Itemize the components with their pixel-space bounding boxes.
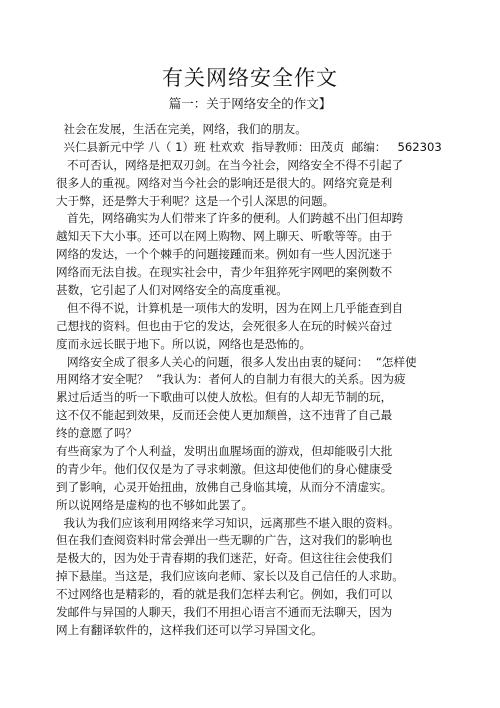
body-line: 所以说网络是虚构的也不够如此罢了。 <box>56 497 254 512</box>
body-line: 但在我们查阅资料时常会弹出一些无聊的广告，这对我们的影响也 <box>56 533 393 548</box>
body-line: 掉下悬崖。当这是，我们应该向老师、家长以及自己信任的人求助。 <box>56 569 404 584</box>
body-line: 大于弊，还是弊大于利呢？这是一个引人深思的问题。 <box>56 193 335 208</box>
body-line: 首先，网络确实为人们带来了许多的便利。人们跨越不出门但却跨 <box>56 211 404 226</box>
body-line: 我认为我们应该利用网络来学习知识，远离那些不堪入眼的资料。 <box>56 515 400 530</box>
body-line: 到了影响，心灵开始扭曲，放佛自己身临其境，从而分不清虚实。 <box>56 479 393 494</box>
body-line: 网上有翻译软件的，这样我们还可以学习异国文化。 <box>56 622 323 637</box>
body-line: 不可否认，网络是把双刃剑。在当今社会，网络安全不得不引起了 <box>56 157 404 172</box>
body-line: 的青少年。他们仅仅是为了寻求刺激。但这却使他们的身心健康受 <box>56 461 393 476</box>
document-title: 有关网络安全作文 <box>162 66 338 90</box>
body-line: 不过网络也是精彩的，看的就是我们怎样去利它。例如，我们可以 <box>56 587 393 602</box>
body-line: 社会在发展，生活在完美，网络，我们的朋友。 <box>56 122 307 136</box>
body-line: 但不得不说，计算机是一项伟大的发明，因为在网上几乎能查到自 <box>56 300 404 315</box>
document-body <box>56 121 456 640</box>
body-line: 终的意愿了吗？ <box>56 426 138 441</box>
body-line: 发邮件与异国的人聊天，我们不用担心语言不通而无法聊天，因为 <box>56 605 393 620</box>
body-line: 甚数，它引起了人们对网络安全的高度重视。 <box>56 283 288 298</box>
body-line: 有些商家为了个人利益，发明出血腥场面的游戏，但却能吸引大批 <box>56 444 393 459</box>
body-line: 越知天下大小事。还可以在网上购物、网上聊天、听歌等等。由于 <box>56 229 393 244</box>
body-line: 是极大的，因为处于青春期的我们迷茫，好奇。但这往往会使我们 <box>56 551 393 566</box>
body-line: 网络的发达，一个个棘手的问题接踵而来。例如有一些人因沉迷于 <box>56 247 393 262</box>
body-line: 用网络才安全呢？ ”我认为：者何人的自制力有很大的关系。因为疲 <box>56 372 406 387</box>
body-line: 兴仁县新元中学 八（ 1）班 杜欢欢 指导教师：田茂贞 邮编： 562303 <box>56 139 442 154</box>
body-line: 很多人的重视。网络对当今社会的影响还是很大的。网络究竟是利 <box>56 175 393 190</box>
body-line: 度而永远长眠于地下。所以说，网络也是恐怖的。 <box>56 336 312 351</box>
body-line: 累过后适当的听一下歌曲可以使人放松。但有的人却无节制的玩， <box>56 390 393 405</box>
body-line: 网络而无法自拔。在现实社会中，青少年狙猝死宇网吧的案例数不 <box>56 265 393 280</box>
body-line: 己想找的资料。但也由于它的发达，会死很多人在玩的时候兴奋过 <box>56 318 393 333</box>
document-subtitle: 篇一：关于网络安全的作文】 <box>168 96 332 111</box>
body-line: 网络安全成了很多人关心的问题，很多人发出由衷的疑问： “怎样使 <box>56 354 417 369</box>
body-line: 这不仅不能起到效果，反而还会使人更加颓兽，这不违背了自己最 <box>56 408 393 423</box>
